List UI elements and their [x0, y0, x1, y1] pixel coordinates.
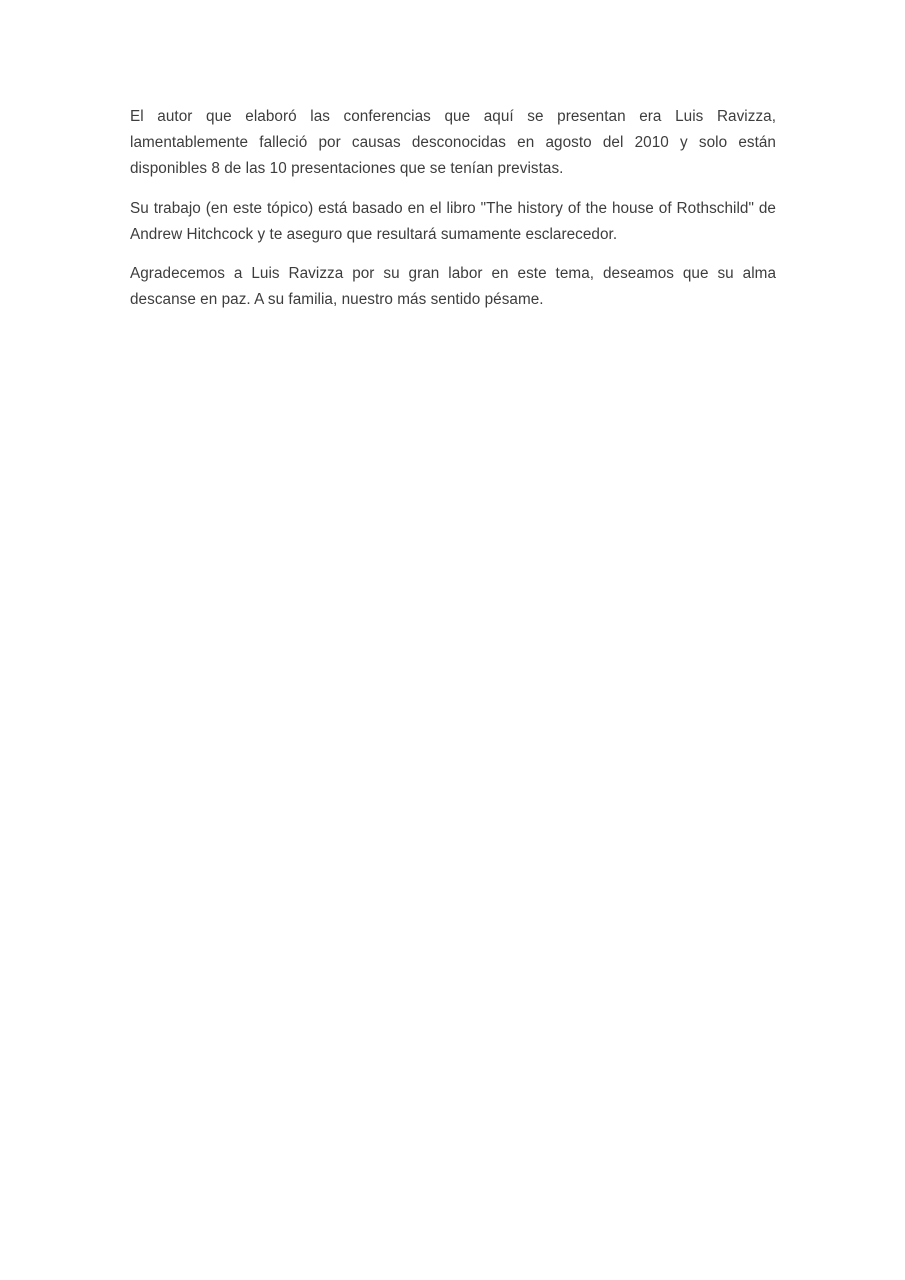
- paragraph-source-book-note: Su trabajo (en este tópico) está basado en el libro "The history of the house of Rothschild" de Andrew Hitchcock y te aseguro que resultará sumamente esclarecedor.: [130, 199, 776, 243]
- document-body: [130, 104, 776, 313]
- paragraph-acknowledgement: Agradecemos a Luis Ravizza por su gran labor en este tema, deseamos que su alma descanse en paz. A su familia, nuestro más sentido pésame.: [130, 265, 776, 309]
- paragraph-author-note: El autor que elaboró las conferencias que aquí se presentan era Luis Ravizza, lamentablemente falleció por causas desconocidas en agosto del 2010 y solo están disponibles 8 de las 10 presentaciones que se tenían previstas.: [130, 108, 776, 178]
